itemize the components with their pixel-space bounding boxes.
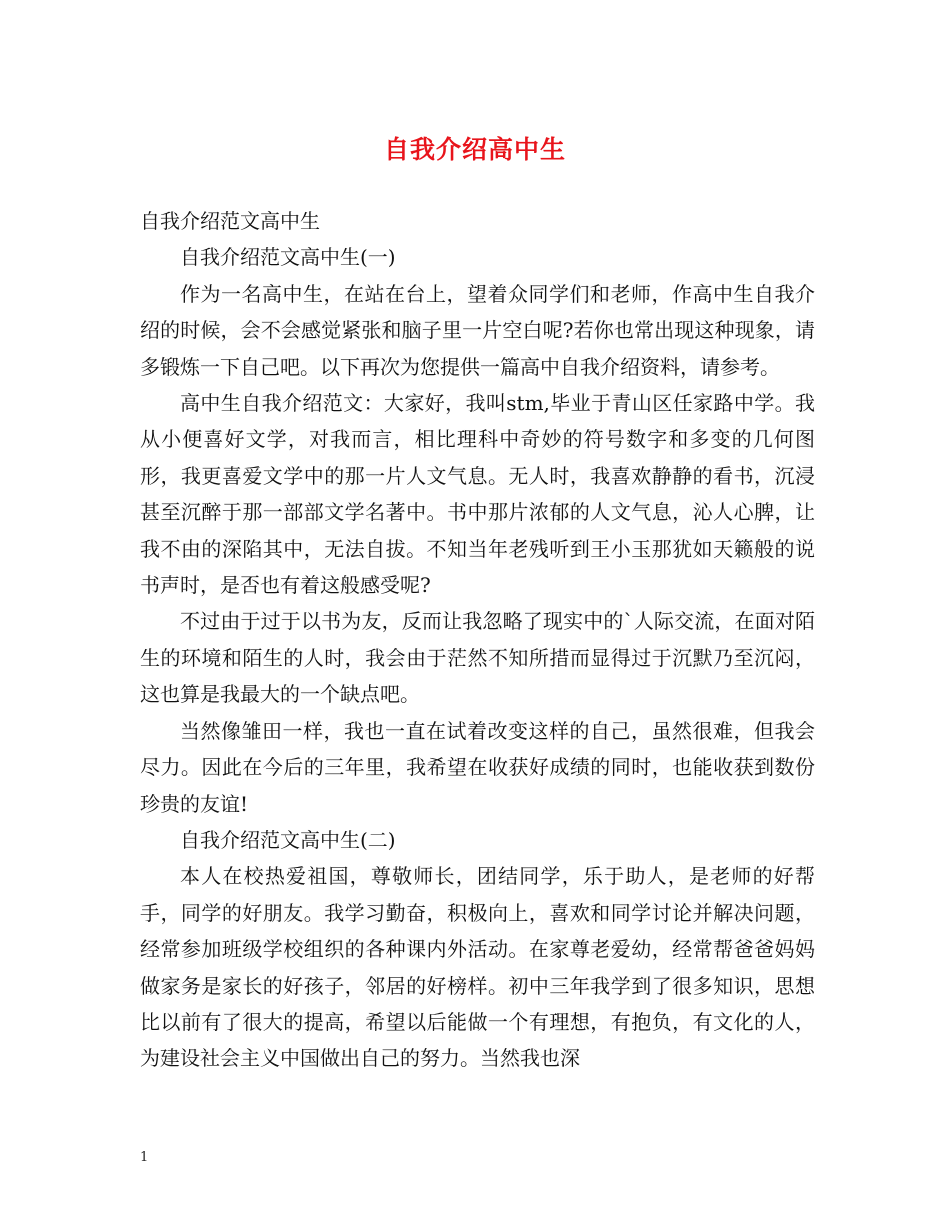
subsection-heading-2: 自我介绍范文高中生(二) bbox=[180, 827, 396, 852]
page-number: 1 bbox=[140, 1150, 149, 1165]
section-heading: 自我介绍范文高中生 bbox=[140, 209, 320, 233]
paragraph: 本人在校热爱祖国，尊敬师长，团结同学，乐于助人，是老师的好帮手，同学的好朋友。我学习勤奋，积极向上，喜欢和同学讨论并解决问题，经常参加班级学校组织的各种课内外活动。在家尊老爱幼，经常帮爸爸妈妈做家务是家长的好孩子，邻居的好榜样。初中三年我学到了很多知识，思想比以前有了很大的提高，希望以后能做一个有理想，有抱负，有文化的人，为建设社会主义中国做出自己的努力。当然我也深 bbox=[140, 864, 815, 1071]
paragraph: 当然像雏田一样，我也一直在试着改变这样的自己，虽然很难，但我会尽力。因此在今后的三年里，我希望在收获好成绩的同时，也能收获到数份珍贵的友谊! bbox=[140, 718, 815, 816]
document-body bbox=[140, 203, 815, 1077]
document-title: 自我介绍高中生 bbox=[383, 135, 566, 164]
paragraph: 作为一名高中生，在站在台上，望着众同学们和老师，作高中生自我介绍的时候，会不会感觉紧张和脑子里一片空白呢?若你也常出现这种现象，请多锻炼一下自己吧。以下再次为您提供一篇高中自我介绍资料，请参考。 bbox=[140, 281, 815, 379]
paragraph: 不过由于过于以书为友，反而让我忽略了现实中的`人际交流，在面对陌生的环境和陌生的人时，我会由于茫然不知所措而显得过于沉默乃至沉闷，这也算是我最大的一个缺点吧。 bbox=[140, 609, 815, 707]
subsection-heading-1: 自我介绍范文高中生(一) bbox=[180, 245, 396, 270]
paragraph: 高中生自我介绍范文：大家好，我叫stm,毕业于青山区任家路中学。我从小便喜好文学，对我而言，相比理科中奇妙的符号数字和多变的几何图形，我更喜爱文学中的那一片人文气息。无人时，我喜欢静静的看书，沉浸甚至沉醉于那一部部文学名著中。书中那片浓郁的人文气息，沁人心脾，让我不由的深陷其中，无法自拔。不知当年老残听到王小玉那犹如天籁般的说书声时，是否也有着这般感受呢? bbox=[140, 391, 815, 598]
